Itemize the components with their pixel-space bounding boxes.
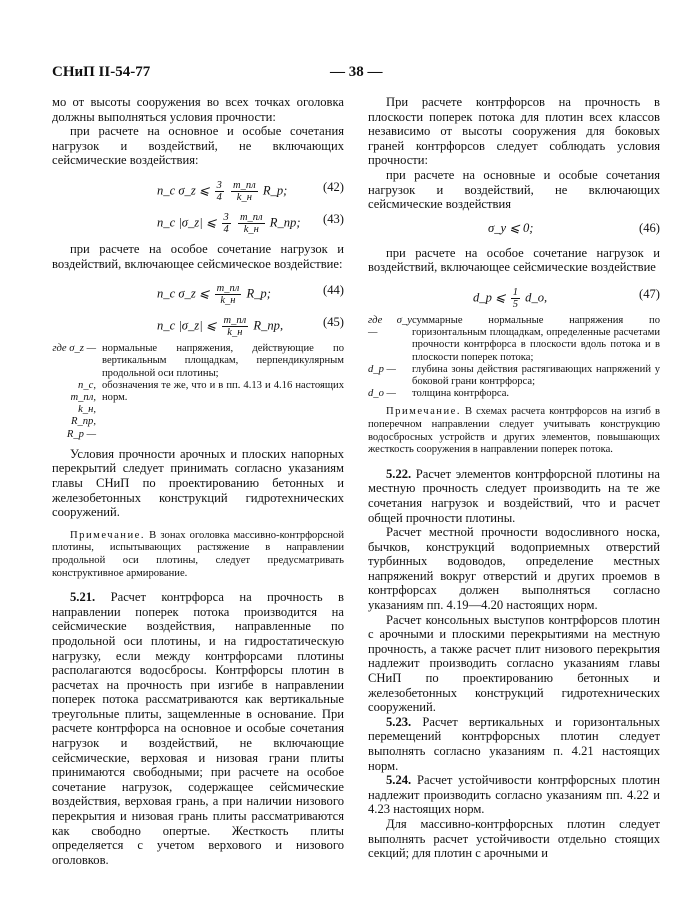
paragraph: Условия прочности арочных и плоских напорных перекрытий следует принимать согласно указаниям главы СНиП по проектированию бетонных и железобетонных конструкций гидротехнических сооружений. <box>52 446 344 520</box>
formula-number: (43) <box>323 211 344 226</box>
formula-rhs: R_пр; <box>269 215 301 230</box>
formula-number: (46) <box>639 220 660 235</box>
formula-lhs: n_c |σ_z| ⩽ <box>157 215 217 230</box>
section-text: Расчет устойчивости контрфорсных плотин надлежит производить согласно указаниям пп. 4.22 и 4.23 настоящих норм. <box>368 773 660 817</box>
left-column <box>52 95 344 867</box>
formula-44 <box>52 279 344 307</box>
fraction: $\frac{m\_пл}{k\_н}$ <box>233 179 256 203</box>
legend-text: толщина контрфорса. <box>412 388 510 400</box>
formula-lhs: n_c σ_z ⩽ <box>157 183 210 198</box>
document-code: СНиП II-54-77 <box>52 64 151 80</box>
note-label: Примечание. <box>386 406 461 418</box>
section-5-23 <box>368 715 660 773</box>
page-number: — 38 — <box>330 64 383 80</box>
legend-key: d_о — <box>368 388 396 400</box>
legend-text: глубина зоны действия растягивающих напряжений у боковой грани контрфорса; <box>412 363 660 387</box>
note-text: В зонах оголовка массивно-контрфорсной плотины, испытывающих растяжение в направлении продольной оси плотины, следует предусматривать конструктивное армирование. <box>52 529 344 579</box>
section-text: Расчет вертикальных и горизонтальных перемещений контрфорсных плотин следует выполнять согласно указаниям п. 4.21 настоящих норм. <box>368 714 660 773</box>
section-5-24 <box>368 773 660 817</box>
right-column <box>368 95 660 861</box>
formula-lhs: n_c σ_z ⩽ <box>157 286 210 301</box>
note <box>52 530 344 580</box>
formula-46 <box>368 220 660 238</box>
note-label: Примечание. <box>70 529 145 541</box>
section-number: 5.24. <box>386 773 412 788</box>
section-5-22 <box>368 467 660 525</box>
fraction: $\frac{m\_пл}{k\_н}$ <box>223 315 247 339</box>
paragraph: при расчете на основное и особые сочетания нагрузок и воздействий, не включающих сейсмические воздействия: <box>52 124 344 168</box>
legend-text: нормальные напряжения, действующие по вертикальным площадкам, перпендикулярным продольной оси плотины; <box>102 343 344 379</box>
paragraph: Расчет местной прочности водосливного носка, бычков, конструкций водоприемных отверстий турбинных водоводов, определение местных напряжений вокруг отверстий и других проемов в контрфорсах должен выполняться согласно указаниям пп. 4.19—4.20 настоящих норм. <box>368 525 660 613</box>
formula-number: (47) <box>639 286 660 301</box>
fraction: $\frac{m\_пл}{k\_н}$ <box>239 211 263 235</box>
formula-43 <box>52 208 344 235</box>
paragraph: при расчете на особое сочетание нагрузок и воздействий, включающее сейсмические воздействие <box>368 245 660 275</box>
formula-rhs: R_пр, <box>253 318 284 333</box>
section-text: Расчет контрфорса на прочность в направлении поперек потока производится на сейсмические воздействия, направленные по продольной оси плотины, и на гидростатическую нагрузку, если между контрфорсами плотины располагаются водосбросы. Контрфорсы плотин в расчетах на прочность при изгибе в направлении поперек потока рассматриваются как вертикальные треугольные плиты, защемленные в основание. При расчете контрфорса на основное и особые сочетания нагрузок и воздействий, не включающие сейсмические, верховая и низовая грани плиты принимаются свободными; при расчете на особое сочетание нагрузок, содержащее сейсмические воздействия, верховая грань, а при наличии низового перекрытия и низовая грань плиты рассматриваются как свободно опертые. Жесткость плиты определяется с учетом верхового и низового оголовков. <box>52 590 344 867</box>
section-number: 5.22. <box>386 466 412 481</box>
note <box>368 406 660 456</box>
symbol-legend <box>368 315 660 400</box>
section-5-21 <box>52 590 344 867</box>
formula-lhs: n_c |σ_z| ⩽ <box>157 318 217 333</box>
formula-number: (45) <box>323 315 344 330</box>
legend-text: обозначения те же, что и в пп. 4.13 и 4.16 настоящих норм. <box>102 379 344 403</box>
formula-body: σ_y ⩽ 0; <box>488 220 534 235</box>
fraction: $\frac{3}{4}$ <box>216 179 222 203</box>
formula-lhs: d_р ⩽ <box>473 290 506 305</box>
legend-text: суммарные нормальные напряжения по горизонтальным площадкам, определенные расчетами прочности контрфорса в плоскости вдоль потока и в плоскости поперек потока; <box>412 314 660 363</box>
legend-key: d_р — <box>368 363 396 375</box>
formula-rhs: R_р; <box>246 286 271 301</box>
formula-45 <box>52 311 344 339</box>
paragraph: мо от высоты сооружения во всех точках оголовка должны выполняться условия прочности: <box>52 95 344 124</box>
formula-47 <box>368 283 660 310</box>
paragraph: При расчете контрфорсов на прочность в плоскости поперек потока для плотин всех классов независимо от высоты сооружения для боковых граней контрфорсов следует соблюдать условия прочности: <box>368 95 660 168</box>
paragraph: при расчете на особое сочетание нагрузок и воздействий, включающее сейсмическое воздействие: <box>52 241 344 271</box>
formula-42 <box>52 176 344 203</box>
paragraph: Для массивно-контрфорсных плотин следует выполнять расчет устойчивости отдельно стоящих секций; для плотин с арочными и <box>368 816 660 861</box>
formula-number: (42) <box>323 179 344 194</box>
symbol-legend <box>52 343 344 441</box>
fraction: $\frac{3}{4}$ <box>223 211 229 235</box>
formula-rhs: d_о, <box>525 290 548 305</box>
section-text: Расчет элементов контрфорсной плотины на местную прочность следует производить на те же сочетания нагрузок и воздействий, что и расчет общей прочности плотины. <box>368 466 660 525</box>
section-number: 5.23. <box>386 714 412 729</box>
note-text: В схемах расчета контрфорсов на изгиб в поперечном направлении следует учитывать конструкцию водосбросных устройств и других элементов, повышающих жесткость сооружения в направлении поперек потока. <box>368 406 660 456</box>
paragraph: при расчете на основные и особые сочетания нагрузок и воздействий, не включающих сейсмические воздействия <box>368 167 660 212</box>
legend-key: где σ_z — <box>52 343 96 355</box>
fraction: $\frac{1}{5}$ <box>512 286 518 310</box>
fraction: $\frac{m\_пл}{k\_н}$ <box>216 283 240 307</box>
paragraph: Расчет консольных выступов контрфорсов плотин с арочными и плоскими перекрытиями на местную прочность, а также расчет плит низового перекрытия надлежит производить согласно указаниям главы СНиП по проектированию бетонных и железобетонных конструкций гидротехнических сооружений. <box>368 612 660 715</box>
legend-key: где σ_y — <box>368 314 412 339</box>
legend-key: n_c, m_пл, k_н, R_пр, R_р — <box>66 379 96 440</box>
formula-number: (44) <box>323 283 344 298</box>
formula-rhs: R_р; <box>262 183 288 198</box>
section-number: 5.21. <box>70 590 96 605</box>
